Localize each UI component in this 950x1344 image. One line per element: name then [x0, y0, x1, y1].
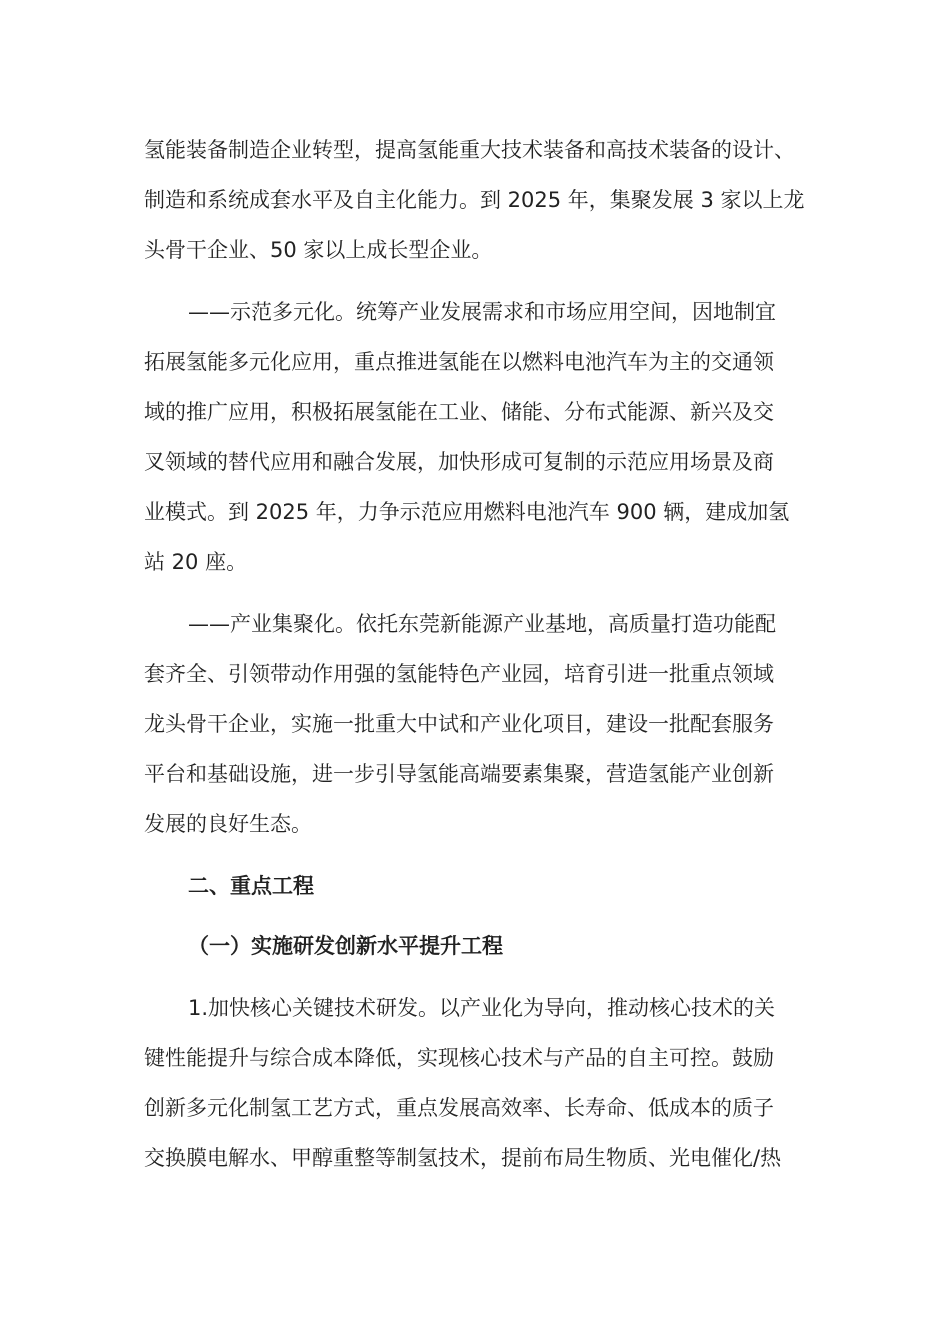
paragraph-line: ——示范多元化。统筹产业发展需求和市场应用空间，因地制宜	[188, 300, 776, 324]
paragraph-line: 龙头骨干企业，实施一批重大中试和产业化项目，建设一批配套服务	[144, 712, 774, 736]
subsection-heading: （一）实施研发创新水平提升工程	[188, 934, 503, 958]
paragraph-line: 平台和基础设施，进一步引导氢能高端要素集聚，营造氢能产业创新	[144, 762, 774, 786]
paragraph-line: 头骨干企业、50 家以上成长型企业。	[144, 238, 493, 262]
paragraph-line: 1.加快核心关键技术研发。以产业化为导向，推动核心技术的关	[188, 996, 776, 1020]
paragraph-line: 套齐全、引领带动作用强的氢能特色产业园，培育引进一批重点领域	[144, 662, 774, 686]
section-heading: 二、重点工程	[188, 874, 314, 898]
paragraph-line: 站 20 座。	[144, 550, 248, 574]
paragraph-line: 叉领域的替代应用和融合发展，加快形成可复制的示范应用场景及商	[144, 450, 774, 474]
paragraph-line: ——产业集聚化。依托东莞新能源产业基地，高质量打造功能配	[188, 612, 776, 636]
paragraph-line: 键性能提升与综合成本降低，实现核心技术与产品的自主可控。鼓励	[144, 1046, 774, 1070]
paragraph-line: 氢能装备制造企业转型，提高氢能重大技术装备和高技术装备的设计、	[144, 138, 795, 162]
paragraph-line: 制造和系统成套水平及自主化能力。到 2025 年，集聚发展 3 家以上龙	[144, 188, 805, 212]
paragraph-line: 发展的良好生态。	[144, 812, 312, 836]
paragraph-line: 域的推广应用，积极拓展氢能在工业、储能、分布式能源、新兴及交	[144, 400, 774, 424]
paragraph-line: 拓展氢能多元化应用，重点推进氢能在以燃料电池汽车为主的交通领	[144, 350, 774, 374]
paragraph-line: 创新多元化制氢工艺方式，重点发展高效率、长寿命、低成本的质子	[144, 1096, 774, 1120]
paragraph-line: 业模式。到 2025 年，力争示范应用燃料电池汽车 900 辆，建成加氢	[144, 500, 790, 524]
paragraph-line: 交换膜电解水、甲醇重整等制氢技术，提前布局生物质、光电催化/热	[144, 1146, 782, 1170]
